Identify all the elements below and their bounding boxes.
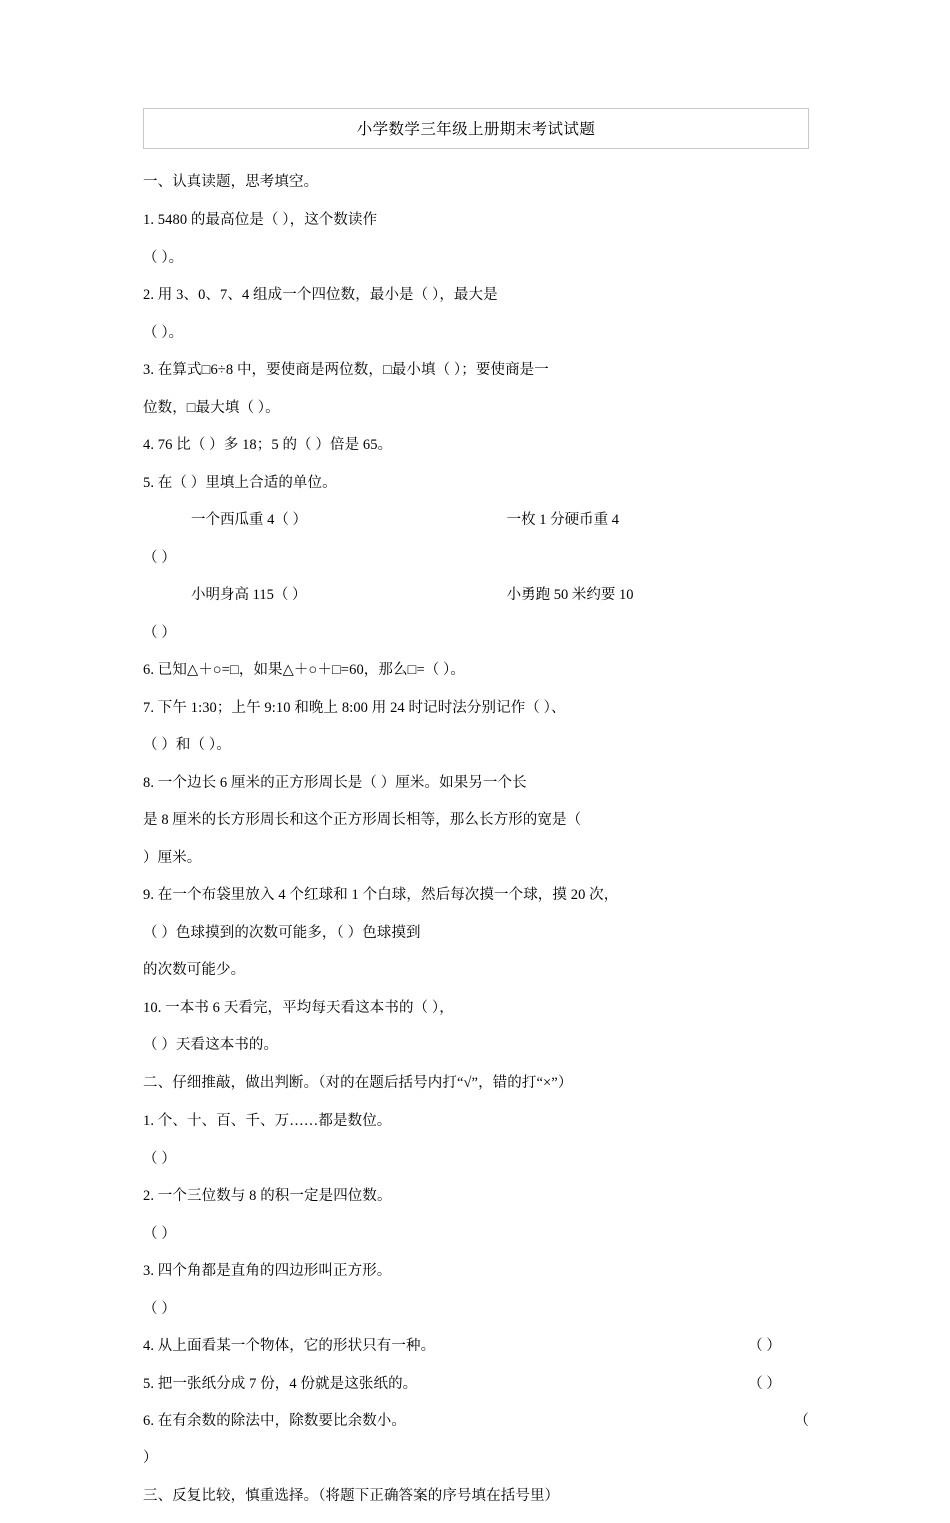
tf-item-2-answer[interactable]: （ ）	[143, 1225, 176, 1242]
question-3-line-1: 3. 在算式□6÷8 中，要使商是两位数，□最小填（ ）；要使商是一	[143, 362, 549, 379]
unit-item-run: 小勇跑 50 米约要 10	[506, 587, 634, 604]
question-1-line-2: （ ）。	[143, 249, 184, 266]
tf-item-2: 2. 一个三位数与 8 的积一定是四位数。	[143, 1188, 392, 1205]
question-6: 6. 已知△＋○=□，如果△＋○＋□=60，那么□=（ ）。	[143, 662, 465, 679]
tf-item-6-text: 6. 在有余数的除法中，除数要比余数小。	[143, 1412, 406, 1429]
tf-item-5-answer[interactable]: （ ）	[748, 1375, 781, 1392]
tf-item-6-answer-open[interactable]: （	[794, 1412, 809, 1429]
unit-item-watermelon: 一个西瓜重 4（ ）	[191, 512, 307, 529]
section-two-heading: 二、仔细推敲，做出判断。（对的在题后括号内打“√”，错的打“×”）	[143, 1074, 573, 1091]
question-8-line-3: ）厘米。	[143, 849, 202, 866]
tf-item-6-answer-close[interactable]: ）	[143, 1450, 158, 1467]
tf-item-3: 3. 四个角都是直角的四边形叫正方形。	[143, 1263, 392, 1280]
question-8-line-2: 是 8 厘米的长方形周长和这个正方形周长相等，那么长方形的宽是（	[143, 812, 582, 829]
unit-row-1	[143, 509, 809, 532]
unit-row-2	[143, 584, 809, 607]
tf-item-4	[143, 1335, 809, 1358]
tf-item-3-answer[interactable]: （ ）	[143, 1300, 176, 1317]
tf-item-6	[143, 1410, 809, 1433]
tf-item-1-answer[interactable]: （ ）	[143, 1150, 176, 1167]
question-4: 4. 76 比（ ）多 18；5 的（ ）倍是 65。	[143, 437, 393, 454]
unit-row-2-blank: （ ）	[143, 624, 176, 641]
tf-item-4-answer[interactable]: （ ）	[748, 1338, 781, 1355]
page-title: 小学数学三年级上册期末考试试题	[356, 121, 596, 138]
tf-item-4-text: 4. 从上面看某一个物体，它的形状只有一种。	[143, 1338, 436, 1355]
section-three-heading: 三、反复比较，慎重选择。（将题下正确答案的序号填在括号里）	[143, 1487, 560, 1504]
question-7-line-2: （ ）和（ ）。	[143, 737, 231, 754]
tf-item-5-text: 5. 把一张纸分成 7 份，4 份就是这张纸的。	[143, 1375, 418, 1392]
question-7-line-1: 7. 下午 1:30；上午 9:10 和晚上 8:00 用 24 时记时法分别记作（ ）、	[143, 699, 566, 716]
question-10-line-2: （ ）天看这本书的。	[143, 1037, 279, 1054]
question-9-line-1: 9. 在一个布袋里放入 4 个红球和 1 个白球，然后每次摸一个球，摸 20 次，	[143, 887, 619, 904]
question-9-line-2: （ ）色球摸到的次数可能多，（ ）色球摸到	[143, 924, 421, 941]
question-5: 5. 在（ ）里填上合适的单位。	[143, 474, 337, 491]
unit-row-1-blank: （ ）	[143, 549, 176, 566]
question-10-line-1: 10. 一本书 6 天看完，平均每天看这本书的（ ），	[143, 999, 454, 1016]
document-body	[143, 108, 809, 1523]
question-2-line-2: （ ）。	[143, 324, 184, 341]
unit-item-height: 小明身高 115（ ）	[191, 587, 307, 604]
question-3-line-2: 位数，□最大填（ ）。	[143, 399, 280, 416]
question-2-line-1: 2. 用 3、0、7、4 组成一个四位数，最小是（ ），最大是	[143, 287, 498, 304]
unit-item-coin: 一枚 1 分硬币重 4	[506, 512, 619, 529]
question-9-line-3: 的次数可能少。	[143, 962, 246, 979]
section-one-heading: 一、认真读题，思考填空。	[143, 174, 319, 190]
question-1-line-1: 1. 5480 的最高位是（ ），这个数读作	[143, 212, 378, 229]
tf-item-1: 1. 个、十、百、千、万……都是数位。	[143, 1113, 392, 1130]
document-title-box	[143, 108, 809, 149]
question-8-line-1: 8. 一个边长 6 厘米的正方形周长是（ ）厘米。如果另一个长	[143, 774, 527, 791]
tf-item-5	[143, 1373, 809, 1396]
